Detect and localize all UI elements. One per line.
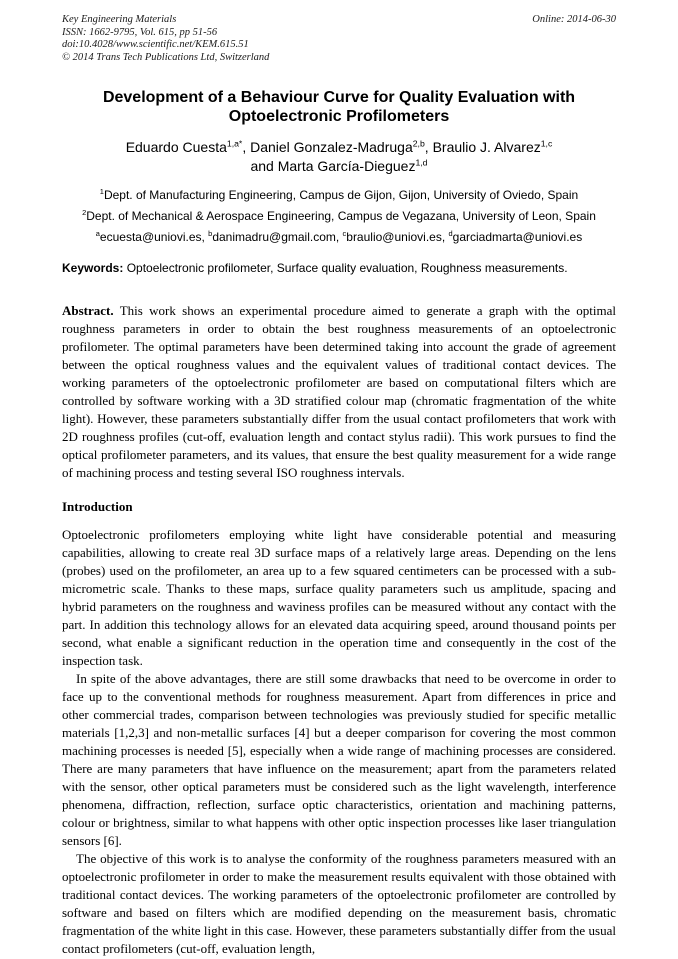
email-address-2: danimadru@gmail.com, bbox=[212, 230, 343, 244]
email-marker-d: d bbox=[448, 229, 453, 238]
introduction-paragraph-1: Optoelectronic profilometers employing white light have considerable potential and measuring capabilities, allowing to create real 3D surface maps of a relatively large areas. Depending on the lens (probes) used on the profilometer, an area up to a few squared centimeters can be processed with a sub-micrometric scale. Thanks to these maps, surface quality parameters such us amplitude, spacing and hybrid parameters on the roughness and waviness profiles can be measured without any contact with the part. In addition this technology allows for an elevated data acquiring speed, around thousand points per second, what enable a significant reduction in the operation time and consequently in the cost of the inspection task. bbox=[62, 527, 616, 668]
emails-line bbox=[62, 230, 616, 244]
author-name-3: , Braulio J. Alvarez bbox=[424, 139, 541, 155]
keywords-text: Optoelectronic profilometer, Surface quality evaluation, Roughness measurements. bbox=[123, 261, 568, 275]
copyright-line: © 2014 Trans Tech Publications Ltd, Switzerland bbox=[62, 51, 270, 63]
paper-title-line2: Optoelectronic Profilometers bbox=[228, 108, 450, 125]
affiliation-1-text: Dept. of Manufacturing Engineering, Campus de Gijon, Gijon, University of Oviedo, Spain bbox=[103, 188, 579, 202]
introduction-heading: Introduction bbox=[62, 499, 133, 514]
paper-title-line1: Development of a Behaviour Curve for Quality Evaluation with bbox=[102, 89, 576, 106]
author-name-4: and Marta García-Dieguez bbox=[250, 158, 416, 174]
affiliation-2 bbox=[62, 209, 616, 223]
author-name-1: Eduardo Cuesta bbox=[125, 139, 227, 155]
introduction-paragraph-2: In spite of the above advantages, there are still some drawbacks that need to be overcome in order to face up to the conventional methods for roughness measurement. Apart from differences in price and other commercial trades, comparison between technologies was previously studied for specific metallic materials [1,2,3] and non-metallic surfaces [4] but a deeper comparison for covering the most common machining processes is needed [5], especially when a wide range of machining processes are considered. There are many parameters that have influence on the measurement; apart from the parameters related with the sensor, other optical parameters must be considered such as the light wavelength, interference phenomena, diffraction, reflection, surface optic characteristics, orientation and machining patterns, colour or brightness, similar to what happens with other optic inspection processes like laser triangulation sensors [6]. bbox=[62, 671, 616, 848]
affiliation-1-marker: 1 bbox=[99, 187, 104, 196]
affiliation-1 bbox=[62, 188, 616, 202]
keywords-label: Keywords: bbox=[62, 261, 124, 275]
journal-header bbox=[62, 14, 616, 64]
abstract-paragraph bbox=[62, 302, 616, 482]
email-marker-a: a bbox=[95, 229, 100, 238]
journal-title: Key Engineering Materials bbox=[62, 14, 177, 25]
authors-line bbox=[62, 138, 616, 176]
author-superscript-4: 1,d bbox=[415, 157, 428, 168]
abstract-text: This work shows an experimental procedure aimed to generate a graph with the optimal roughness parameters in order to obtain the best roughness measurements of an optoelectronic profilometer. The optimal parameters have been determined taking into account the grade of agreement between the optical roughness values and the equivalent values of traditional contact devices. The working parameters of the optoelectronic profilometer are based on computational filters which are controlled by software working with a 3D stratified colour map (chromatic fragmentation of the white light). However, these parameters substantially differ from the usual contact profilometers that work with 2D roughness profiles (cut-off, evaluation length and contact stylus radii). This work pursues to find the optical profilometer parameters, and its values, that ensure the best quality measurement for a wide range of machining process and testing several ISO roughness intervals. bbox=[62, 303, 616, 480]
online-date: Online: 2014-06-30 bbox=[532, 14, 616, 25]
author-name-2: , Daniel Gonzalez-Madruga bbox=[242, 139, 413, 155]
paper-title bbox=[62, 88, 616, 126]
affiliation-2-marker: 2 bbox=[82, 208, 87, 217]
journal-header-left bbox=[62, 14, 269, 64]
email-address-4: garciadmarta@uniovi.es bbox=[452, 230, 583, 244]
doi-line: doi:10.4028/www.scientific.net/KEM.615.51 bbox=[62, 39, 249, 50]
affiliation-2-text: Dept. of Mechanical & Aerospace Engineering, Campus de Vegazana, University of Leon, Spain bbox=[86, 209, 596, 223]
email-address-3: braulio@uniovi.es, bbox=[346, 230, 449, 244]
introduction-paragraph-3: The objective of this work is to analyse the conformity of the roughness parameters measured with an optoelectronic profilometer in order to make the measurement results equivalent with those obtained with traditional contact devices. The working parameters of the optoelectronic profilometer are controlled by software and based on filters which are modified depending on the measurement basis, chromatic fragmentation of the white light in this case. However, these parameters substantially differ from the usual contact profilometers (cut-off, evaluation length, bbox=[62, 851, 616, 956]
email-address-1: ecuesta@uniovi.es, bbox=[99, 230, 209, 244]
author-superscript-3: 1,c bbox=[540, 138, 553, 149]
keywords-line bbox=[62, 261, 616, 276]
author-superscript-1: 1,a* bbox=[226, 138, 243, 149]
issn-volume-line: ISSN: 1662-9795, Vol. 615, pp 51-56 bbox=[62, 26, 218, 38]
author-superscript-2: 2,b bbox=[412, 138, 425, 149]
abstract-label: Abstract. bbox=[62, 303, 114, 318]
email-marker-c: c bbox=[342, 229, 347, 238]
email-marker-b: b bbox=[208, 229, 213, 238]
